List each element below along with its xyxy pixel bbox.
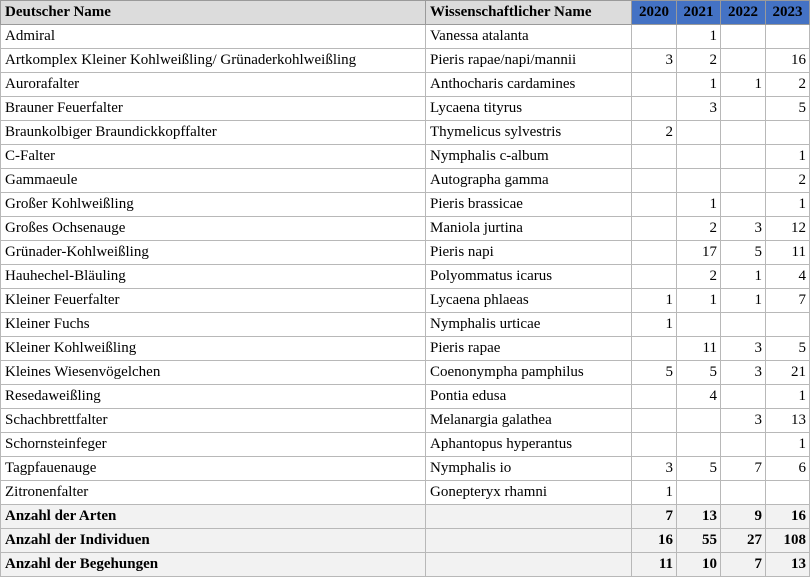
german-name-cell: Tagpfauenauge [1, 457, 426, 481]
table-row[interactable] [1, 457, 810, 481]
total-row [1, 505, 810, 529]
count-cell: 1 [766, 385, 810, 409]
count-cell [677, 409, 721, 433]
count-cell: 1 [721, 73, 766, 97]
count-cell [632, 265, 677, 289]
german-name-cell: Resedaweißling [1, 385, 426, 409]
german-name-cell: Kleiner Fuchs [1, 313, 426, 337]
table-row[interactable] [1, 265, 810, 289]
header-german-name[interactable]: Deutscher Name [1, 1, 426, 25]
count-cell: 1 [766, 193, 810, 217]
total-row [1, 553, 810, 577]
count-cell: 2 [677, 217, 721, 241]
scientific-name-cell: Polyommatus icarus [426, 265, 632, 289]
total-label-cell: Anzahl der Individuen [1, 529, 426, 553]
count-cell: 12 [766, 217, 810, 241]
count-cell: 3 [632, 457, 677, 481]
count-cell: 13 [766, 409, 810, 433]
table-row[interactable] [1, 97, 810, 121]
count-cell: 5 [721, 241, 766, 265]
total-value-cell: 10 [677, 553, 721, 577]
table-row[interactable] [1, 385, 810, 409]
count-cell: 17 [677, 241, 721, 265]
count-cell [632, 169, 677, 193]
german-name-cell: Gammaeule [1, 169, 426, 193]
count-cell [632, 25, 677, 49]
count-cell [721, 385, 766, 409]
count-cell [632, 241, 677, 265]
scientific-name-cell: Pieris rapae/napi/mannii [426, 49, 632, 73]
total-row [1, 529, 810, 553]
scientific-name-cell: Nymphalis io [426, 457, 632, 481]
count-cell: 2 [632, 121, 677, 145]
count-cell: 4 [766, 265, 810, 289]
count-cell: 1 [766, 433, 810, 457]
count-cell [721, 193, 766, 217]
count-cell: 1 [766, 145, 810, 169]
total-value-cell: 13 [677, 505, 721, 529]
total-value-cell: 7 [632, 505, 677, 529]
count-cell: 1 [632, 481, 677, 505]
count-cell: 5 [677, 457, 721, 481]
count-cell: 3 [677, 97, 721, 121]
count-cell [677, 313, 721, 337]
count-cell: 7 [721, 457, 766, 481]
count-cell: 3 [721, 409, 766, 433]
german-name-cell: Großer Kohlweißling [1, 193, 426, 217]
count-cell: 5 [677, 361, 721, 385]
scientific-name-cell: Nymphalis urticae [426, 313, 632, 337]
count-cell [632, 97, 677, 121]
scientific-name-cell: Anthocharis cardamines [426, 73, 632, 97]
scientific-name-cell: Vanessa atalanta [426, 25, 632, 49]
count-cell [632, 433, 677, 457]
total-value-cell: 55 [677, 529, 721, 553]
count-cell: 2 [766, 169, 810, 193]
german-name-cell: Aurorafalter [1, 73, 426, 97]
total-value-cell: 9 [721, 505, 766, 529]
scientific-name-cell: Pieris napi [426, 241, 632, 265]
scientific-name-cell: Gonepteryx rhamni [426, 481, 632, 505]
count-cell: 1 [677, 193, 721, 217]
total-empty-cell [426, 553, 632, 577]
table-body [1, 25, 810, 577]
table-row[interactable] [1, 433, 810, 457]
count-cell [766, 481, 810, 505]
total-value-cell: 108 [766, 529, 810, 553]
german-name-cell: Admiral [1, 25, 426, 49]
count-cell: 2 [766, 73, 810, 97]
count-cell: 1 [677, 73, 721, 97]
count-cell [721, 169, 766, 193]
header-year-2022[interactable]: 2022 [721, 1, 766, 25]
count-cell: 11 [766, 241, 810, 265]
count-cell: 3 [632, 49, 677, 73]
count-cell: 3 [721, 361, 766, 385]
table-row[interactable] [1, 361, 810, 385]
german-name-cell: Brauner Feuerfalter [1, 97, 426, 121]
header-year-2023[interactable]: 2023 [766, 1, 810, 25]
count-cell [677, 481, 721, 505]
scientific-name-cell: Maniola jurtina [426, 217, 632, 241]
german-name-cell: Zitronenfalter [1, 481, 426, 505]
table-row[interactable] [1, 337, 810, 361]
count-cell: 1 [632, 289, 677, 313]
german-name-cell: Artkomplex Kleiner Kohlweißling/ Grünaderkohlweißling [1, 49, 426, 73]
german-name-cell: C-Falter [1, 145, 426, 169]
count-cell [632, 73, 677, 97]
table-row[interactable] [1, 145, 810, 169]
count-cell [632, 193, 677, 217]
table-row[interactable] [1, 481, 810, 505]
scientific-name-cell: Melanargia galathea [426, 409, 632, 433]
count-cell [721, 121, 766, 145]
total-value-cell: 27 [721, 529, 766, 553]
total-empty-cell [426, 505, 632, 529]
scientific-name-cell: Aphantopus hyperantus [426, 433, 632, 457]
count-cell [721, 145, 766, 169]
count-cell: 5 [766, 337, 810, 361]
count-cell: 1 [721, 289, 766, 313]
total-empty-cell [426, 529, 632, 553]
table-row[interactable] [1, 313, 810, 337]
german-name-cell: Grünader-Kohlweißling [1, 241, 426, 265]
table-row[interactable] [1, 241, 810, 265]
german-name-cell: Braunkolbiger Braundickkopffalter [1, 121, 426, 145]
table-row[interactable] [1, 121, 810, 145]
total-value-cell: 11 [632, 553, 677, 577]
total-label-cell: Anzahl der Begehungen [1, 553, 426, 577]
count-cell [766, 313, 810, 337]
table-row[interactable] [1, 169, 810, 193]
count-cell: 21 [766, 361, 810, 385]
count-cell: 5 [632, 361, 677, 385]
scientific-name-cell: Pontia edusa [426, 385, 632, 409]
count-cell: 11 [677, 337, 721, 361]
count-cell [677, 169, 721, 193]
scientific-name-cell: Lycaena phlaeas [426, 289, 632, 313]
count-cell: 2 [677, 265, 721, 289]
header-scientific-name[interactable]: Wissenschaftlicher Name [426, 1, 632, 25]
header-year-2021[interactable]: 2021 [677, 1, 721, 25]
total-value-cell: 13 [766, 553, 810, 577]
count-cell [721, 313, 766, 337]
table-row[interactable] [1, 73, 810, 97]
count-cell [721, 25, 766, 49]
count-cell [721, 433, 766, 457]
german-name-cell: Schachbrettfalter [1, 409, 426, 433]
count-cell: 16 [766, 49, 810, 73]
count-cell: 3 [721, 217, 766, 241]
total-label-cell: Anzahl der Arten [1, 505, 426, 529]
german-name-cell: Großes Ochsenauge [1, 217, 426, 241]
scientific-name-cell: Lycaena tityrus [426, 97, 632, 121]
count-cell: 2 [677, 49, 721, 73]
table-row[interactable] [1, 217, 810, 241]
count-cell: 1 [721, 265, 766, 289]
count-cell: 3 [721, 337, 766, 361]
scientific-name-cell: Nymphalis c-album [426, 145, 632, 169]
scientific-name-cell: Thymelicus sylvestris [426, 121, 632, 145]
total-value-cell: 16 [632, 529, 677, 553]
table-row[interactable] [1, 25, 810, 49]
count-cell: 6 [766, 457, 810, 481]
count-cell [721, 97, 766, 121]
count-cell [677, 145, 721, 169]
scientific-name-cell: Pieris rapae [426, 337, 632, 361]
count-cell [632, 337, 677, 361]
table-row[interactable] [1, 289, 810, 313]
count-cell [766, 121, 810, 145]
count-cell [766, 25, 810, 49]
german-name-cell: Kleiner Feuerfalter [1, 289, 426, 313]
count-cell: 5 [766, 97, 810, 121]
count-cell [632, 145, 677, 169]
count-cell [721, 481, 766, 505]
scientific-name-cell: Pieris brassicae [426, 193, 632, 217]
table-row[interactable] [1, 49, 810, 73]
count-cell: 1 [677, 25, 721, 49]
table-row[interactable] [1, 193, 810, 217]
total-value-cell: 7 [721, 553, 766, 577]
header-row [1, 1, 810, 25]
header-year-2020[interactable]: 2020 [632, 1, 677, 25]
count-cell [677, 433, 721, 457]
count-cell: 1 [632, 313, 677, 337]
german-name-cell: Kleines Wiesenvögelchen [1, 361, 426, 385]
german-name-cell: Hauhechel-Bläuling [1, 265, 426, 289]
count-cell: 7 [766, 289, 810, 313]
count-cell [632, 217, 677, 241]
german-name-cell: Schornsteinfeger [1, 433, 426, 457]
count-cell: 4 [677, 385, 721, 409]
scientific-name-cell: Autographa gamma [426, 169, 632, 193]
table-row[interactable] [1, 409, 810, 433]
count-cell [721, 49, 766, 73]
count-cell [632, 385, 677, 409]
total-value-cell: 16 [766, 505, 810, 529]
scientific-name-cell: Coenonympha pamphilus [426, 361, 632, 385]
count-cell [677, 121, 721, 145]
german-name-cell: Kleiner Kohlweißling [1, 337, 426, 361]
count-cell [632, 409, 677, 433]
count-cell: 1 [677, 289, 721, 313]
